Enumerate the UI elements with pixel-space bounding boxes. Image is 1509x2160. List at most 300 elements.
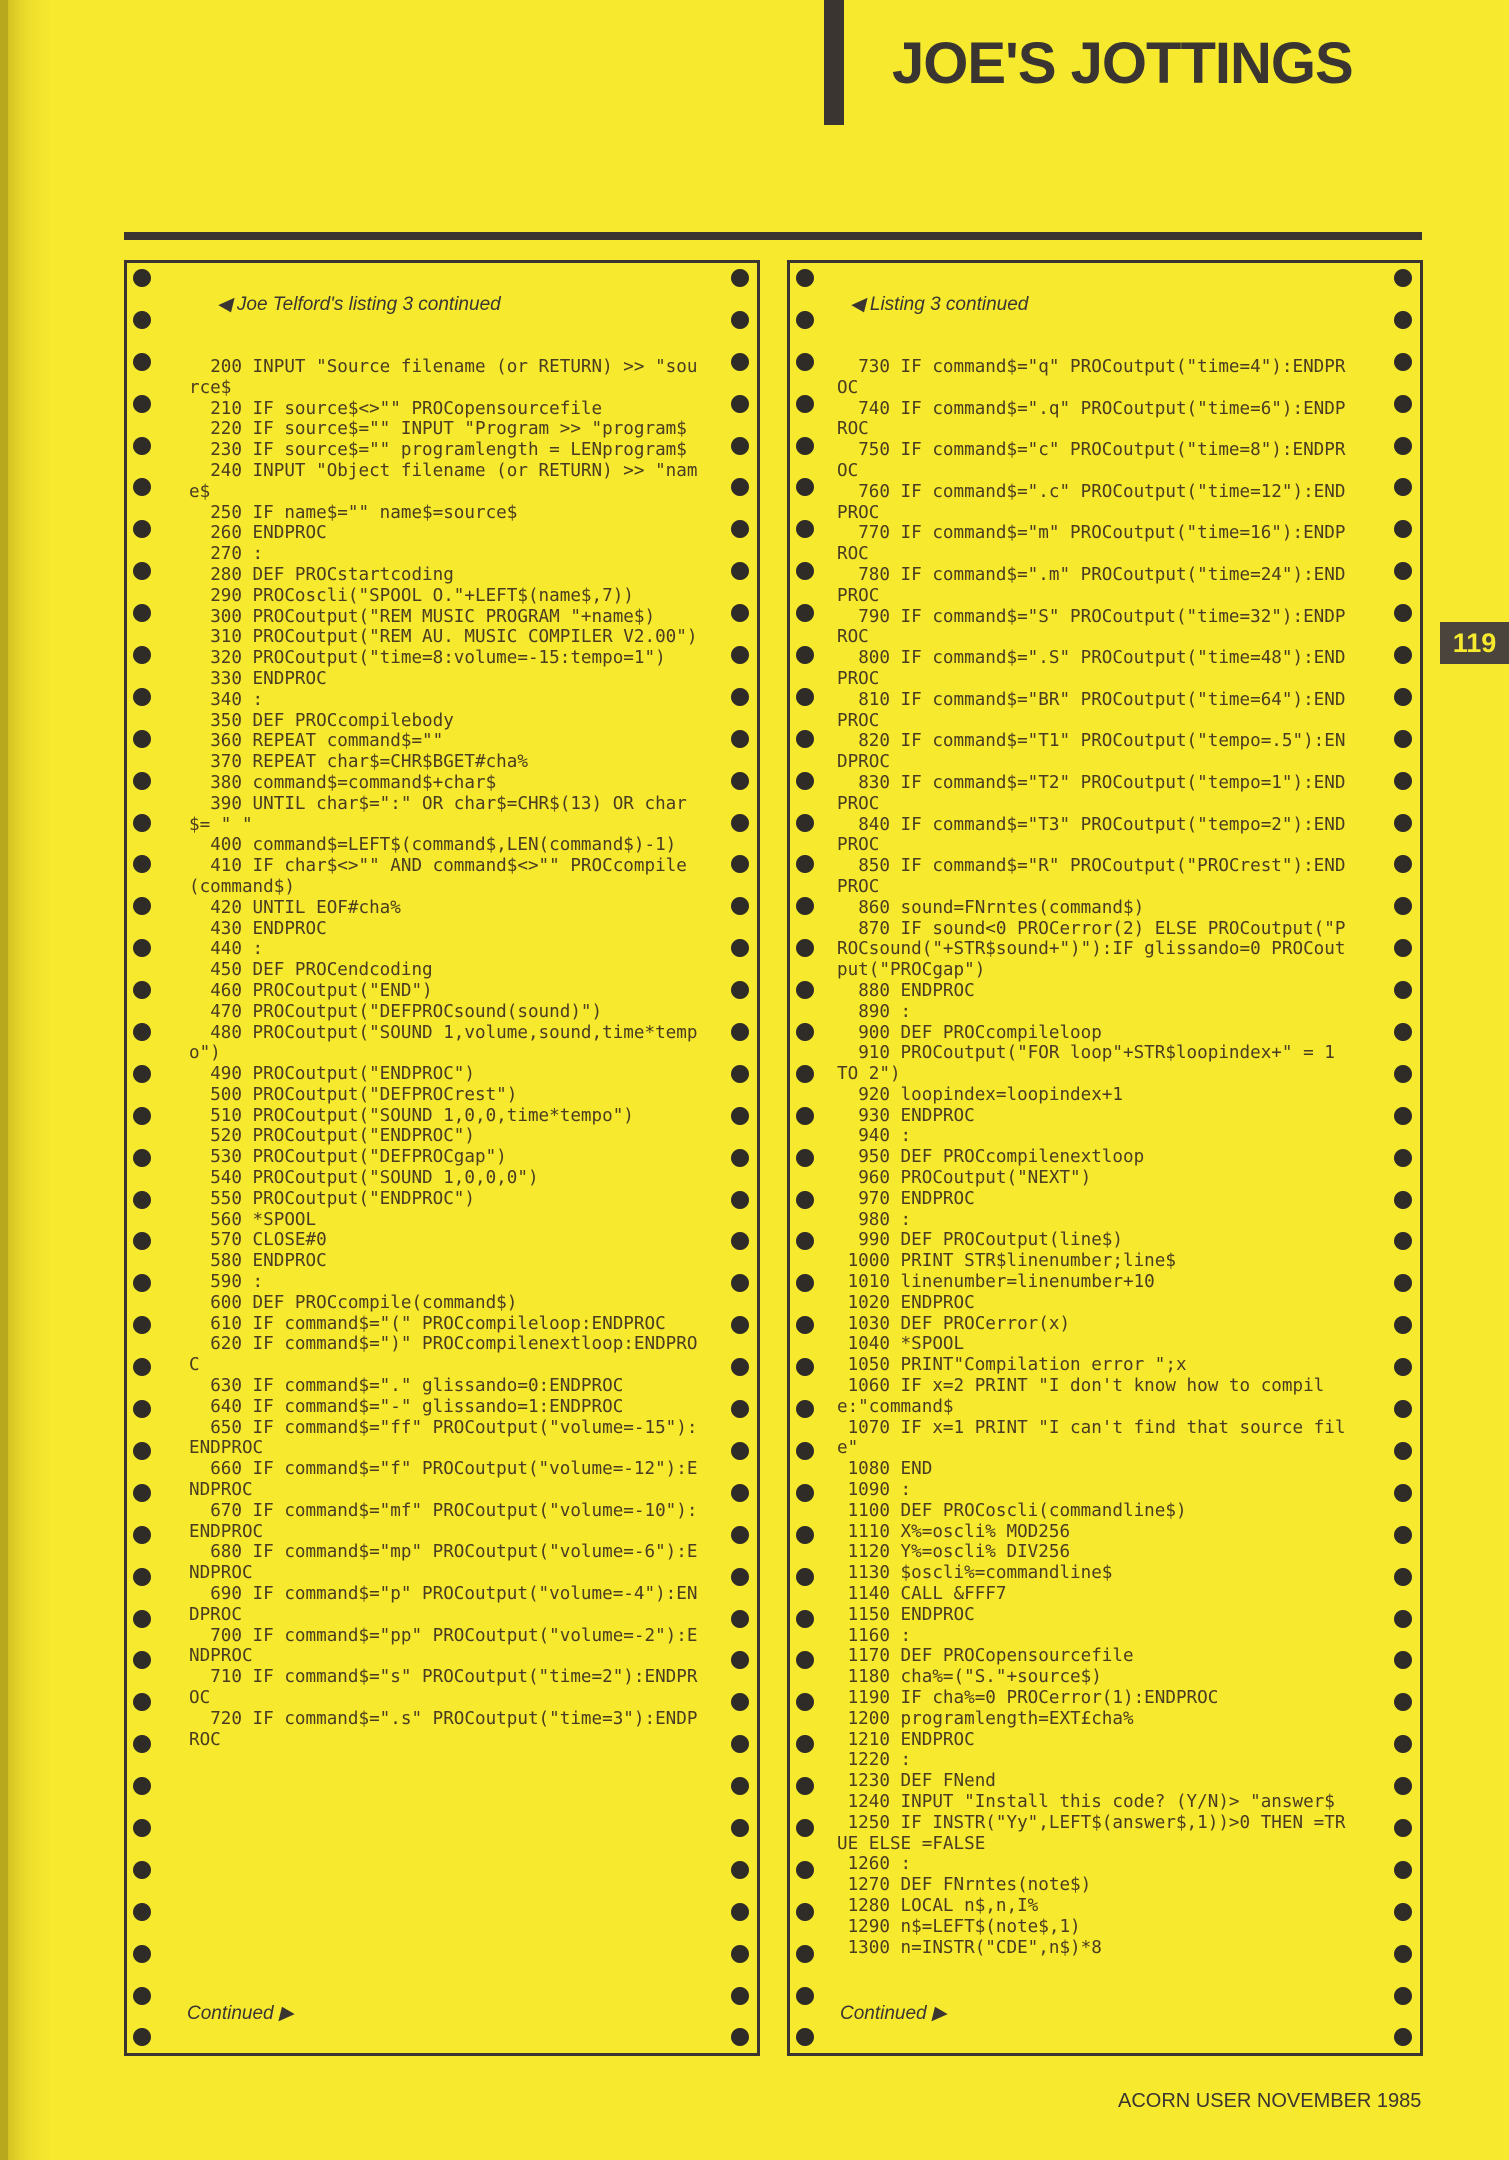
listing-panel-right	[787, 260, 1423, 2056]
sprocket-hole	[1394, 1693, 1412, 1711]
code-line: 730 IF command$="q" PROCoutput("time=4"):ENDPROC	[837, 357, 1346, 398]
code-line: 760 IF command$=".c" PROCoutput("time=12"):ENDPROC	[837, 481, 1346, 523]
sprocket-hole	[133, 1316, 151, 1334]
sprocket-hole	[133, 1232, 151, 1250]
sprocket-hole	[1394, 1149, 1412, 1167]
sprocket-hole	[796, 311, 814, 329]
code-line: 290 PROCoscli("SPOOL O."+LEFT$(name$,7))	[189, 585, 634, 606]
sprocket-hole	[796, 1526, 814, 1544]
code-line: 280 DEF PROCstartcoding	[189, 564, 454, 585]
code-line: 490 PROCoutput("ENDPROC")	[189, 1064, 475, 1085]
sprocket-hole	[731, 1191, 749, 1209]
code-line: 520 PROCoutput("ENDPROC")	[189, 1126, 475, 1147]
code-line: 850 IF command$="R" PROCoutput("PROCrest"):ENDPROC	[837, 856, 1346, 897]
sprocket-hole	[133, 1735, 151, 1753]
code-line: 250 IF name$="" name$=source$	[189, 502, 518, 523]
sprocket-hole	[1394, 1023, 1412, 1041]
continued-label: Continued ▶	[187, 2003, 294, 2024]
sprocket-hole	[796, 1400, 814, 1418]
sprocket-hole	[731, 1610, 749, 1628]
sprocket-hole	[731, 1735, 749, 1753]
code-line: 690 IF command$="p" PROCoutput("volume=-4"):ENDPROC	[189, 1584, 698, 1625]
code-line: 1290 n$=LEFT$(note$,1)	[837, 1916, 1081, 1937]
sprocket-hole	[796, 1735, 814, 1753]
sprocket-hole	[1394, 395, 1412, 413]
sprocket-holes	[1394, 269, 1414, 2047]
sprocket-hole	[133, 1358, 151, 1376]
code-line: 1190 IF cha%=0 PROCerror(1):ENDPROC	[837, 1688, 1219, 1708]
sprocket-hole	[133, 814, 151, 832]
code-line: 870 IF sound<0 PROCerror(2) ELSE PROCoutput("PROCsound("+STR$sound+")"):IF glissando=0 PROCoutput("PROCgap")	[837, 918, 1346, 981]
sprocket-hole	[731, 939, 749, 957]
code-line: 1030 DEF PROCerror(x)	[837, 1313, 1071, 1334]
sprocket-hole	[1394, 1945, 1412, 1963]
sprocket-hole	[1394, 1861, 1412, 1879]
code-line: 1050 PRINT"Compilation error ";x	[837, 1355, 1187, 1376]
sprocket-hole	[731, 1819, 749, 1837]
sprocket-hole	[731, 478, 749, 496]
sprocket-hole	[133, 1484, 151, 1502]
code-line: 360 REPEAT command$=""	[189, 731, 444, 752]
sprocket-hole	[796, 1903, 814, 1921]
sprocket-hole	[133, 1149, 151, 1167]
code-line: 1000 PRINT STR$linenumber;line$	[837, 1251, 1176, 1272]
code-line: 670 IF command$="mf" PROCoutput("volume=-10"):ENDPROC	[189, 1500, 698, 1542]
code-line: 440 :	[189, 939, 264, 960]
code-line: 320 PROCoutput("time=8:volume=-15:tempo=1")	[189, 648, 666, 669]
sprocket-hole	[731, 1568, 749, 1586]
sprocket-hole	[796, 646, 814, 664]
sprocket-hole	[731, 520, 749, 538]
code-line: 1160 :	[837, 1625, 912, 1646]
code-line: 1060 IF x=2 PRINT "I don't know how to compile:"command$	[837, 1376, 1325, 1417]
sprocket-hole	[731, 1442, 749, 1460]
sprocket-hole	[1394, 1651, 1412, 1669]
sprocket-hole	[133, 1777, 151, 1795]
sprocket-hole	[133, 688, 151, 706]
sprocket-hole	[796, 1149, 814, 1167]
code-line: 640 IF command$="-" glissando=1:ENDPROC	[189, 1396, 624, 1417]
code-line: 970 ENDPROC	[837, 1188, 975, 1209]
sprocket-hole	[731, 1861, 749, 1879]
code-line: 210 IF source$<>"" PROCopensourcefile	[189, 398, 603, 419]
page-gutter-shadow	[0, 0, 8, 2160]
sprocket-hole	[133, 1526, 151, 1544]
code-line: 800 IF command$=".S" PROCoutput("time=48"):ENDPROC	[837, 648, 1346, 689]
sprocket-hole	[796, 1861, 814, 1879]
code-line: 1150 ENDPROC	[837, 1604, 975, 1625]
sprocket-hole	[731, 1651, 749, 1669]
code-line: 770 IF command$="m" PROCoutput("time=16"):ENDPROC	[837, 523, 1346, 565]
code-listing	[837, 357, 1347, 1958]
continued-label: Continued ▶	[840, 2003, 947, 2024]
code-line: 390 UNTIL char$=":" OR char$=CHR$(13) OR char$= " "	[189, 793, 687, 835]
sprocket-hole	[796, 1693, 814, 1711]
sprocket-hole	[133, 1610, 151, 1628]
sprocket-hole	[1394, 1316, 1412, 1334]
code-line: 600 DEF PROCcompile(command$)	[189, 1292, 518, 1313]
sprocket-hole	[1394, 1484, 1412, 1502]
code-line: 1130 $oscli%=commandline$	[837, 1563, 1113, 1584]
code-line: 1230 DEF FNend	[837, 1771, 996, 1792]
sprocket-hole	[796, 939, 814, 957]
code-line: 740 IF command$=".q" PROCoutput("time=6"):ENDPROC	[837, 398, 1346, 440]
sprocket-hole	[796, 1651, 814, 1669]
sprocket-hole	[796, 604, 814, 622]
code-line: 880 ENDPROC	[837, 980, 975, 1001]
sprocket-hole	[1394, 437, 1412, 455]
code-line: 630 IF command$="." glissando=0:ENDPROC	[189, 1376, 624, 1397]
code-line: 330 ENDPROC	[189, 668, 327, 689]
code-line: 430 ENDPROC	[189, 918, 327, 939]
sprocket-hole	[133, 981, 151, 999]
code-line: 580 ENDPROC	[189, 1251, 327, 1272]
sprocket-hole	[796, 897, 814, 915]
sprocket-hole	[731, 1526, 749, 1544]
sprocket-hole	[1394, 478, 1412, 496]
code-line: 1300 n=INSTR("CDE",n$)*8	[837, 1937, 1102, 1958]
sprocket-hole	[1394, 1526, 1412, 1544]
code-line: 1110 X%=oscli% MOD256	[837, 1521, 1071, 1542]
sprocket-hole	[731, 1232, 749, 1250]
code-line: 500 PROCoutput("DEFPROCrest")	[189, 1084, 518, 1105]
code-line: 510 PROCoutput("SOUND 1,0,0,time*tempo")	[189, 1105, 634, 1126]
sprocket-hole	[796, 1065, 814, 1083]
sprocket-hole	[133, 395, 151, 413]
sprocket-hole	[1394, 1442, 1412, 1460]
code-line: 1200 programlength=EXT£cha%	[837, 1708, 1134, 1729]
sprocket-hole	[796, 1819, 814, 1837]
code-line: 1240 INPUT "Install this code? (Y/N)> "answer$	[837, 1791, 1335, 1812]
code-line: 1270 DEF FNrntes(note$)	[837, 1875, 1092, 1896]
sprocket-hole	[796, 814, 814, 832]
sprocket-hole	[1394, 1987, 1412, 2005]
sprocket-hole	[1394, 730, 1412, 748]
code-line: 200 INPUT "Source filename (or RETURN) >> "source$	[189, 357, 698, 398]
listing-heading: ◀ Joe Telford's listing 3 continued	[217, 294, 501, 315]
sprocket-hole	[1394, 311, 1412, 329]
sprocket-hole	[796, 1777, 814, 1795]
sprocket-hole	[731, 1400, 749, 1418]
code-line: 420 UNTIL EOF#cha%	[189, 897, 401, 918]
sprocket-hole	[796, 1232, 814, 1250]
sprocket-hole	[133, 604, 151, 622]
code-line: 410 IF char$<>"" AND command$<>"" PROCcompile(command$)	[189, 856, 687, 897]
code-line: 980 :	[837, 1209, 912, 1230]
sprocket-holes	[133, 269, 153, 2047]
sprocket-hole	[796, 1023, 814, 1041]
code-line: 1020 ENDPROC	[837, 1292, 975, 1313]
sprocket-hole	[133, 1191, 151, 1209]
sprocket-hole	[731, 897, 749, 915]
code-line: 1080 END	[837, 1459, 933, 1480]
sprocket-holes	[731, 269, 751, 2047]
sprocket-hole	[1394, 1903, 1412, 1921]
sprocket-hole	[731, 1777, 749, 1795]
sprocket-hole	[133, 1987, 151, 2005]
sprocket-hole	[796, 1191, 814, 1209]
code-line: 380 command$=command$+char$	[189, 772, 497, 793]
page-title: JOE'S JOTTINGS	[892, 31, 1353, 96]
code-line: 300 PROCoutput("REM MUSIC PROGRAM "+name$)	[189, 606, 656, 627]
code-line: 270 :	[189, 544, 264, 565]
sprocket-hole	[1394, 939, 1412, 957]
code-line: 790 IF command$="S" PROCoutput("time=32"):ENDPROC	[837, 606, 1346, 648]
code-line: 960 PROCoutput("NEXT")	[837, 1168, 1092, 1189]
code-line: 910 PROCoutput("FOR loop"+STR$loopindex+" = 1 TO 2")	[837, 1043, 1346, 1085]
code-line: 1250 IF INSTR("Yy",LEFT$(answer$,1))>0 THEN =TRUE ELSE =FALSE	[837, 1812, 1346, 1854]
sprocket-hole	[133, 1065, 151, 1083]
sprocket-hole	[731, 562, 749, 580]
sprocket-hole	[731, 730, 749, 748]
code-line: 1120 Y%=oscli% DIV256	[837, 1542, 1071, 1563]
code-line: 480 PROCoutput("SOUND 1,volume,sound,time*tempo")	[189, 1022, 698, 1064]
code-line: 620 IF command$=")" PROCcompilenextloop:ENDPROC	[189, 1334, 698, 1376]
sprocket-hole	[133, 772, 151, 790]
sprocket-hole	[1394, 1819, 1412, 1837]
sprocket-hole	[133, 269, 151, 287]
code-line: 400 command$=LEFT$(command$,LEN(command$)-1)	[189, 835, 677, 856]
sprocket-hole	[133, 311, 151, 329]
code-line: 1040 *SPOOL	[837, 1334, 965, 1355]
sprocket-hole	[731, 1945, 749, 1963]
sprocket-hole	[1394, 2028, 1412, 2046]
sprocket-hole	[731, 311, 749, 329]
code-line: 820 IF command$="T1" PROCoutput("tempo=.5"):ENDPROC	[837, 731, 1346, 773]
sprocket-hole	[731, 646, 749, 664]
page-number-tab: 119	[1440, 622, 1509, 664]
sprocket-hole	[731, 772, 749, 790]
sprocket-hole	[796, 1610, 814, 1628]
sprocket-hole	[796, 1274, 814, 1292]
sprocket-hole	[731, 814, 749, 832]
sprocket-hole	[1394, 897, 1412, 915]
code-line: 990 DEF PROCoutput(line$)	[837, 1230, 1123, 1251]
sprocket-hole	[731, 981, 749, 999]
sprocket-hole	[133, 855, 151, 873]
sprocket-hole	[731, 1987, 749, 2005]
sprocket-hole	[133, 2028, 151, 2046]
code-line: 930 ENDPROC	[837, 1105, 975, 1126]
code-line: 1140 CALL &FFF7	[837, 1584, 1007, 1605]
code-line: 940 :	[837, 1126, 912, 1147]
code-line: 860 sound=FNrntes(command$)	[837, 897, 1145, 918]
code-line: 240 INPUT "Object filename (or RETURN) >> "name$	[189, 460, 698, 502]
code-line: 900 DEF PROCcompileloop	[837, 1022, 1102, 1043]
sprocket-hole	[731, 1065, 749, 1083]
code-line: 530 PROCoutput("DEFPROCgap")	[189, 1147, 507, 1168]
sprocket-hole	[1394, 1610, 1412, 1628]
sprocket-hole	[796, 478, 814, 496]
sprocket-hole	[731, 353, 749, 371]
sprocket-hole	[1394, 1274, 1412, 1292]
code-line: 920 loopindex=loopindex+1	[837, 1084, 1123, 1105]
code-line: 260 ENDPROC	[189, 523, 327, 544]
sprocket-hole	[731, 1484, 749, 1502]
header-bar	[824, 0, 844, 125]
code-line: 230 IF source$="" programlength = LENprogram$	[189, 440, 687, 461]
sprocket-hole	[731, 437, 749, 455]
magazine-footer: ACORN USER NOVEMBER 1985	[1118, 2090, 1422, 2112]
sprocket-hole	[1394, 1065, 1412, 1083]
code-line: 830 IF command$="T2" PROCoutput("tempo=1"):ENDPROC	[837, 772, 1346, 814]
code-line: 560 *SPOOL	[189, 1209, 317, 1230]
code-line: 750 IF command$="c" PROCoutput("time=8"):ENDPROC	[837, 440, 1346, 481]
sprocket-hole	[1394, 1400, 1412, 1418]
code-line: 220 IF source$="" INPUT "Program >> "program$	[189, 419, 687, 440]
sprocket-hole	[1394, 562, 1412, 580]
sprocket-hole	[133, 1400, 151, 1418]
sprocket-hole	[796, 520, 814, 538]
code-line: 1260 :	[837, 1854, 912, 1875]
sprocket-hole	[1394, 1735, 1412, 1753]
sprocket-hole	[1394, 1777, 1412, 1795]
sprocket-hole	[133, 437, 151, 455]
sprocket-hole	[796, 2028, 814, 2046]
sprocket-hole	[731, 1107, 749, 1125]
sprocket-hole	[796, 1945, 814, 1963]
code-line: 310 PROCoutput("REM AU. MUSIC COMPILER V2.00")	[189, 627, 698, 648]
code-line: 550 PROCoutput("ENDPROC")	[189, 1188, 475, 1209]
sprocket-hole	[133, 1568, 151, 1586]
sprocket-hole	[133, 646, 151, 664]
code-line: 1010 linenumber=linenumber+10	[837, 1272, 1155, 1293]
sprocket-hole	[133, 1861, 151, 1879]
code-line: 720 IF command$=".s" PROCoutput("time=3"):ENDPROC	[189, 1708, 698, 1750]
sprocket-hole	[796, 395, 814, 413]
sprocket-hole	[796, 730, 814, 748]
sprocket-hole	[1394, 269, 1412, 287]
sprocket-hole	[796, 437, 814, 455]
listing-panel-left	[124, 260, 760, 2056]
sprocket-hole	[133, 1903, 151, 1921]
sprocket-hole	[796, 1358, 814, 1376]
sprocket-hole	[731, 688, 749, 706]
sprocket-holes	[796, 269, 816, 2047]
sprocket-hole	[731, 1149, 749, 1167]
sprocket-hole	[731, 1274, 749, 1292]
sprocket-hole	[796, 1107, 814, 1125]
code-line: 780 IF command$=".m" PROCoutput("time=24"):ENDPROC	[837, 564, 1346, 606]
sprocket-hole	[796, 269, 814, 287]
sprocket-hole	[133, 478, 151, 496]
code-line: 570 CLOSE#0	[189, 1230, 327, 1251]
code-line: 680 IF command$="mp" PROCoutput("volume=-6"):ENDPROC	[189, 1542, 698, 1584]
sprocket-hole	[796, 1442, 814, 1460]
sprocket-hole	[133, 1945, 151, 1963]
code-line: 1070 IF x=1 PRINT "I can't find that source file"	[837, 1417, 1346, 1459]
code-line: 1220 :	[837, 1750, 912, 1771]
sprocket-hole	[1394, 981, 1412, 999]
sprocket-hole	[133, 1693, 151, 1711]
code-line: 1280 LOCAL n$,n,I%	[837, 1895, 1039, 1916]
sprocket-hole	[1394, 520, 1412, 538]
sprocket-hole	[133, 730, 151, 748]
code-listing	[189, 357, 699, 1750]
sprocket-hole	[796, 855, 814, 873]
code-line: 470 PROCoutput("DEFPROCsound(sound)")	[189, 1001, 603, 1022]
sprocket-hole	[133, 1274, 151, 1292]
sprocket-hole	[796, 688, 814, 706]
code-line: 370 REPEAT char$=CHR$BGET#cha%	[189, 752, 528, 773]
code-line: 610 IF command$="(" PROCcompileloop:ENDPROC	[189, 1313, 666, 1334]
sprocket-hole	[731, 1023, 749, 1041]
listing-heading: ◀ Listing 3 continued	[850, 294, 1029, 315]
sprocket-hole	[1394, 1107, 1412, 1125]
sprocket-hole	[731, 269, 749, 287]
sprocket-hole	[1394, 855, 1412, 873]
sprocket-hole	[1394, 772, 1412, 790]
code-line: 1180 cha%=("S."+source$)	[837, 1667, 1102, 1688]
sprocket-hole	[133, 1651, 151, 1669]
code-line: 700 IF command$="pp" PROCoutput("volume=-2"):ENDPROC	[189, 1625, 698, 1667]
code-line: 350 DEF PROCcompilebody	[189, 710, 454, 731]
sprocket-hole	[796, 772, 814, 790]
code-line: 890 :	[837, 1001, 912, 1022]
code-line: 590 :	[189, 1272, 264, 1293]
code-line: 840 IF command$="T3" PROCoutput("tempo=2"):ENDPROC	[837, 814, 1346, 856]
code-line: 710 IF command$="s" PROCoutput("time=2"):ENDPROC	[189, 1667, 698, 1708]
sprocket-hole	[133, 897, 151, 915]
sprocket-hole	[796, 981, 814, 999]
sprocket-hole	[133, 520, 151, 538]
sprocket-hole	[731, 1693, 749, 1711]
sprocket-hole	[1394, 1358, 1412, 1376]
sprocket-hole	[796, 562, 814, 580]
code-line: 450 DEF PROCendcoding	[189, 960, 433, 981]
code-line: 340 :	[189, 689, 264, 710]
sprocket-hole	[1394, 1568, 1412, 1586]
sprocket-hole	[731, 2028, 749, 2046]
sprocket-hole	[1394, 1232, 1412, 1250]
sprocket-hole	[796, 1484, 814, 1502]
sprocket-hole	[133, 1819, 151, 1837]
sprocket-hole	[1394, 604, 1412, 622]
sprocket-hole	[731, 1358, 749, 1376]
sprocket-hole	[133, 1023, 151, 1041]
code-line: 650 IF command$="ff" PROCoutput("volume=-15"):ENDPROC	[189, 1417, 698, 1459]
sprocket-hole	[133, 1107, 151, 1125]
code-line: 540 PROCoutput("SOUND 1,0,0,0")	[189, 1168, 539, 1189]
sprocket-hole	[1394, 646, 1412, 664]
sprocket-hole	[1394, 353, 1412, 371]
header-rule	[124, 232, 1422, 240]
code-line: 950 DEF PROCcompilenextloop	[837, 1147, 1145, 1168]
sprocket-hole	[1394, 1191, 1412, 1209]
sprocket-hole	[133, 562, 151, 580]
code-line: 1090 :	[837, 1480, 912, 1501]
sprocket-hole	[796, 1987, 814, 2005]
code-line: 1210 ENDPROC	[837, 1729, 975, 1750]
sprocket-hole	[796, 1568, 814, 1586]
sprocket-hole	[731, 1316, 749, 1334]
sprocket-hole	[731, 855, 749, 873]
sprocket-hole	[731, 1903, 749, 1921]
sprocket-hole	[1394, 814, 1412, 832]
code-line: 660 IF command$="f" PROCoutput("volume=-12"):ENDPROC	[189, 1459, 698, 1501]
sprocket-hole	[796, 1316, 814, 1334]
code-line: 1170 DEF PROCopensourcefile	[837, 1646, 1134, 1667]
sprocket-hole	[796, 353, 814, 371]
sprocket-hole	[133, 353, 151, 371]
code-line: 460 PROCoutput("END")	[189, 980, 433, 1001]
code-line: 810 IF command$="BR" PROCoutput("time=64"):ENDPROC	[837, 689, 1346, 731]
sprocket-hole	[731, 395, 749, 413]
code-line: 1100 DEF PROCoscli(commandline$)	[837, 1500, 1187, 1521]
sprocket-hole	[731, 604, 749, 622]
sprocket-hole	[1394, 688, 1412, 706]
sprocket-hole	[133, 939, 151, 957]
